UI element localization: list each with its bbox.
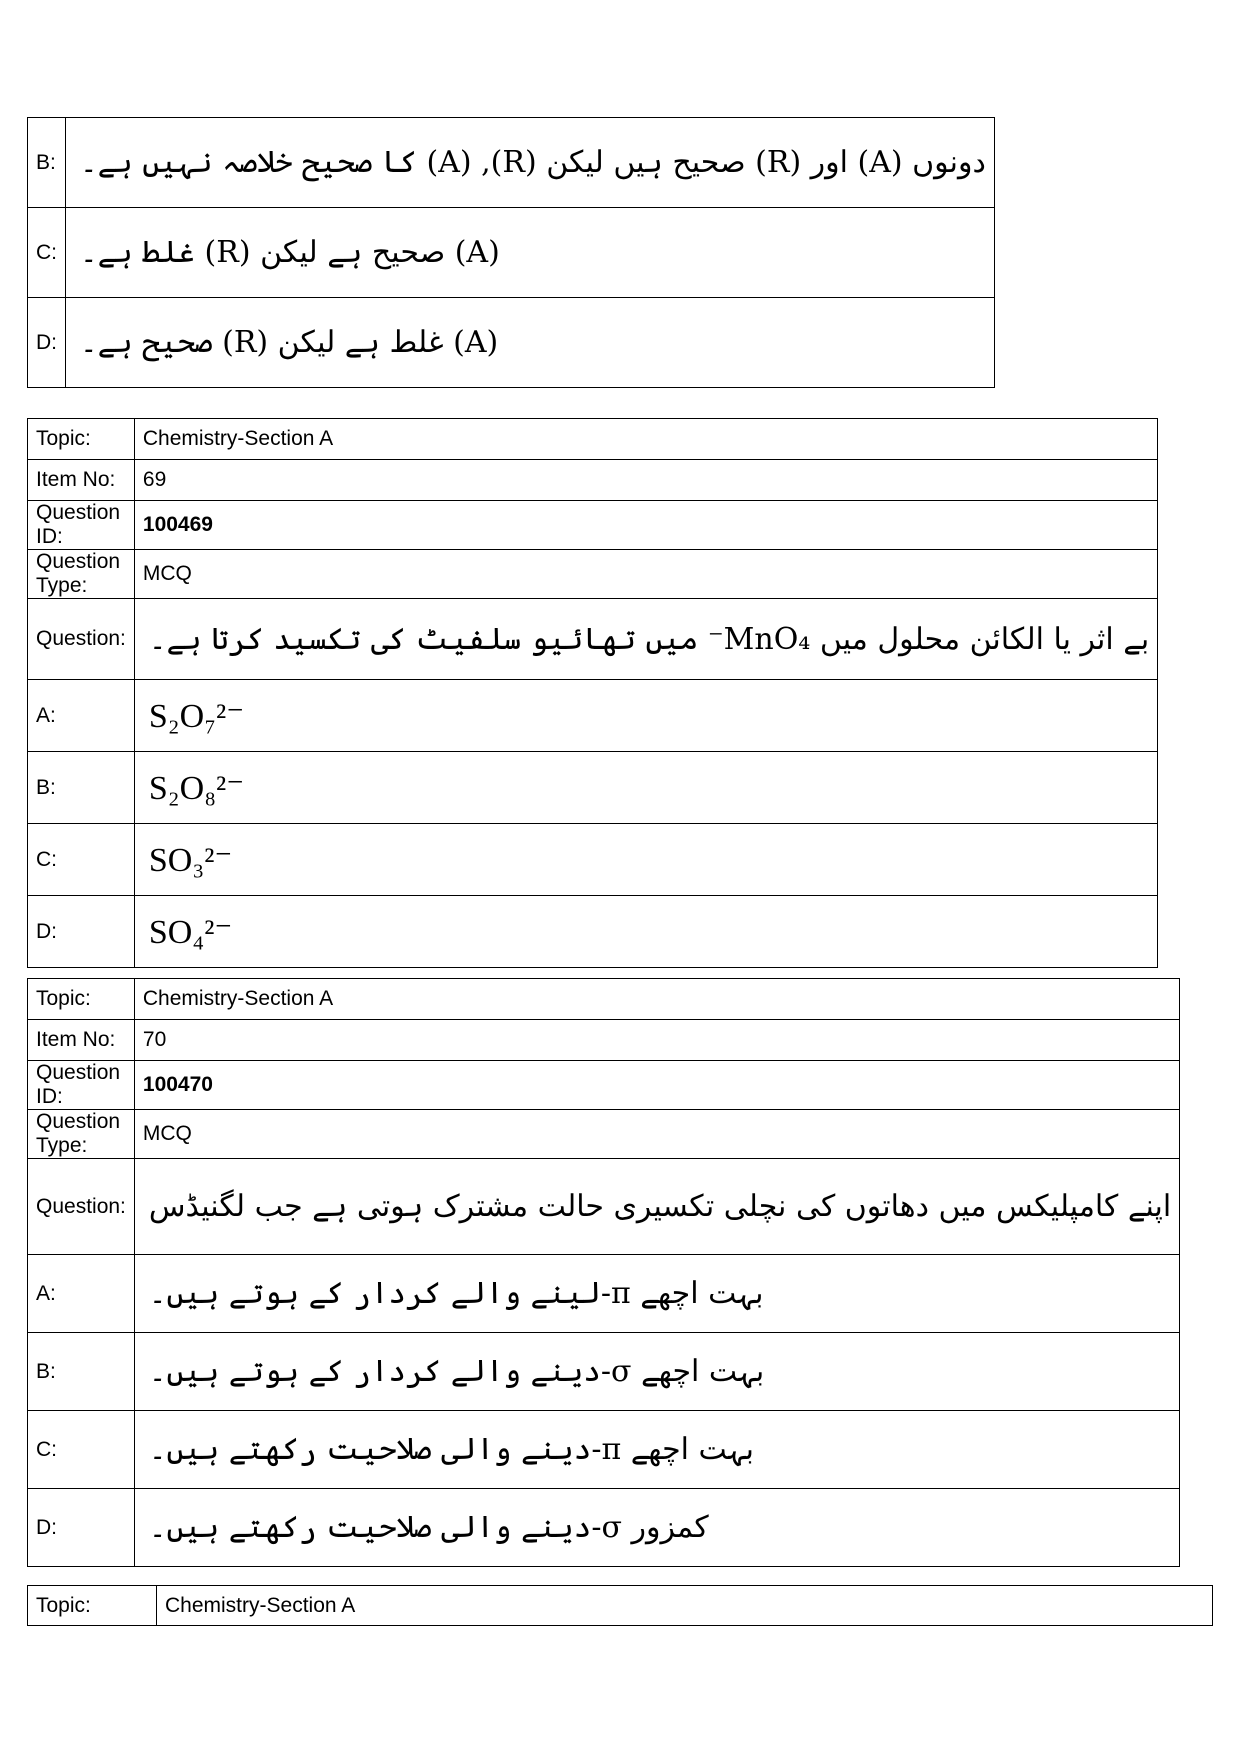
topic-label: Topic: [28,1586,157,1626]
question-label: Question: [28,1159,135,1255]
question-label: Question: [28,599,135,680]
option-label: D: [28,1489,135,1567]
item-label: Item No: [28,460,135,501]
question-id-row [28,501,1158,550]
option-label: B: [28,752,135,824]
item-row [28,460,1158,501]
topic-label: Topic: [28,979,135,1020]
topic-label: Topic: [28,419,135,460]
topic-value: Chemistry-Section A [134,979,1179,1020]
question-type-row [28,550,1158,599]
question-type-row [28,1110,1180,1159]
question-row [28,1159,1180,1255]
option-text: SO₄²⁻ [134,896,1157,968]
option-row-d [28,896,1158,968]
option-label: A: [28,680,135,752]
option-label: C: [28,1411,135,1489]
item-row [28,1020,1180,1061]
option-text: بہت اچھے π-دینے والی صلاحیت رکھتے ہیں۔ [134,1411,1179,1489]
option-row-b [28,118,995,208]
option-row-c [28,824,1158,896]
topic-value: Chemistry-Section A [157,1586,1213,1626]
option-label: B: [28,1333,135,1411]
question-type-value: MCQ [134,1110,1179,1159]
option-row-c [28,1411,1180,1489]
option-label: A: [28,1255,135,1333]
option-text: SO₃²⁻ [134,824,1157,896]
option-row-a [28,1255,1180,1333]
option-label: D: [28,896,135,968]
option-text: S₂O₈²⁻ [134,752,1157,824]
option-label: C: [28,208,66,298]
option-text: دونوں (A) اور (R) صحیح ہیں لیکن (R), (A) کا صحیح خلاصہ نہیں ہے۔ [66,118,995,208]
question-id-value: 100470 [134,1061,1179,1110]
option-text: S₂O₇²⁻ [134,680,1157,752]
option-row-b [28,1333,1180,1411]
question-row [28,599,1158,680]
option-text: کمزور σ-دینے والی صلاحیت رکھتے ہیں۔ [134,1489,1179,1567]
item-value: 70 [134,1020,1179,1061]
prev-question-table [27,117,995,388]
option-row-d [28,298,995,388]
question-type-label: Question Type: [28,550,135,599]
question-id-row [28,1061,1180,1110]
option-text: بہت اچھے σ-دینے والے کردار کے ہوتے ہیں۔ [134,1333,1179,1411]
item-label: Item No: [28,1020,135,1061]
option-label: D: [28,298,66,388]
option-text: (A) غلط ہے لیکن (R) صحیح ہے۔ [66,298,995,388]
option-row-a [28,680,1158,752]
option-label: B: [28,118,66,208]
option-row-b [28,752,1158,824]
question-text: بے اثر یا الکائن محلول میں MnO₄⁻ میں تھائیو سلفیٹ کی تکسید کرتا ہے۔ [134,599,1157,680]
topic-value: Chemistry-Section A [134,419,1157,460]
topic-row [28,419,1158,460]
option-text: بہت اچھے π-لینے والے کردار کے ہوتے ہیں۔ [134,1255,1179,1333]
topic-row [28,979,1180,1020]
topic-row [28,1586,1213,1626]
question-table-69 [27,418,1158,968]
next-question-table [27,1585,1213,1626]
item-value: 69 [134,460,1157,501]
option-label: C: [28,824,135,896]
question-id-value: 100469 [134,501,1157,550]
option-row-c [28,208,995,298]
question-id-label: Question ID: [28,501,135,550]
option-text: (A) صحیح ہے لیکن (R) غلط ہے۔ [66,208,995,298]
question-table-70 [27,978,1180,1567]
question-text: اپنے کامپلیکس میں دھاتوں کی نچلی تکسیری حالت مشترک ہوتی ہے جب لگنیڈس [134,1159,1179,1255]
option-row-d [28,1489,1180,1567]
question-id-label: Question ID: [28,1061,135,1110]
question-type-value: MCQ [134,550,1157,599]
question-type-label: Question Type: [28,1110,135,1159]
